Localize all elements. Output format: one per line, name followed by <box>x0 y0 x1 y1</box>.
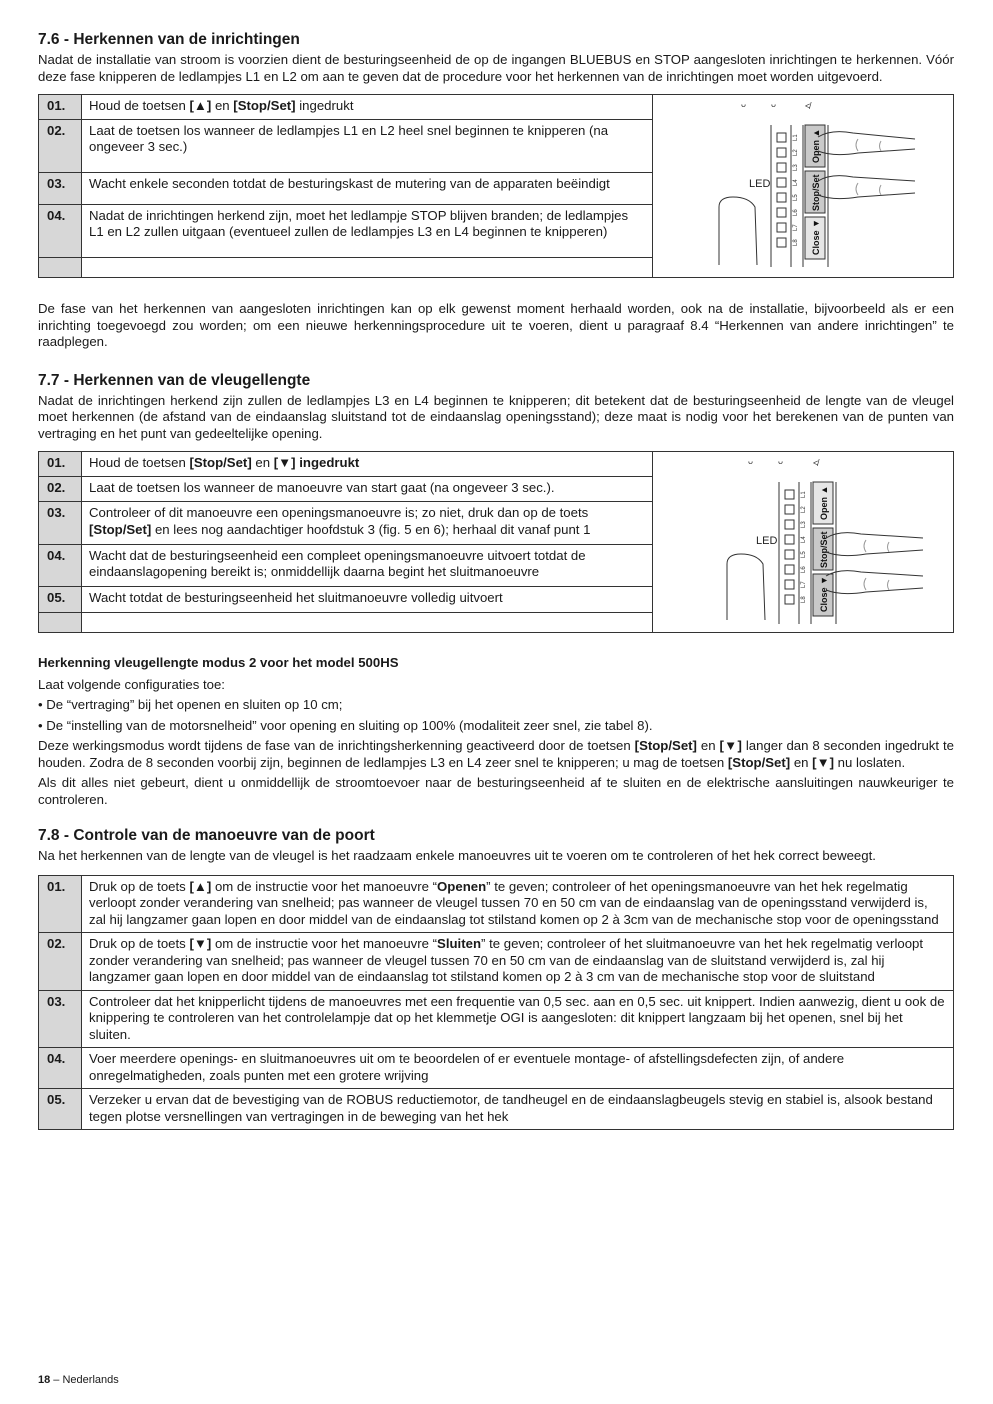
svg-text:≮: ≮ <box>813 458 819 468</box>
step-number: 01. <box>39 452 82 477</box>
step-text: Wacht dat de besturingseenheid een compleet openingsmanoeuvre uitvoert totdat de eindaanslagopening bereikt is; onmiddellijk daarna begint het sluitmanoeuvre <box>82 544 653 587</box>
step-number: 02. <box>39 933 82 991</box>
step-number: 03. <box>39 172 82 204</box>
led-label-l7: L7 <box>793 224 799 231</box>
control-panel-figure <box>653 95 954 278</box>
step-filler <box>39 258 82 278</box>
mode-2-title: Herkenning vleugellengte modus 2 voor het model 500HS <box>38 655 399 670</box>
control-panel-diagram <box>653 95 967 277</box>
step-number: 05. <box>39 1089 82 1130</box>
led-label-l5: L5 <box>793 194 799 201</box>
step-text: Controleer of dit manoeuvre een openingsmanoeuvre is; zo niet, druk dan op de toets [Stop/Set] en lees nog aandachtiger hoofdstuk 3 (fig. 5 en 6); herhaal dit vanaf punt 1 <box>82 502 653 545</box>
step-number: 02. <box>39 119 82 172</box>
step-number: 05. <box>39 587 82 613</box>
open-button-label: Open ▲ <box>819 485 829 520</box>
led-label-l6: L6 <box>793 209 799 216</box>
step-text: Druk op de toets [▲] om de instructie voor het manoeuvre “Openen” te geven; controleer of het openingsmanoeuvre van het hek regelmatig verloopt zonder verandering van snelheid; pas wanneer de vleugel tussen 70 en 50 cm van de eindaanslag van de openingsstand verwijderd is, zal hij langzamer gaan lopen en door middel van de eindaanslag tot stilstand komen op 2 à 3cm van de mechanische stop voor de openingsstand <box>82 875 954 933</box>
mode-2-bullet: • De “vertraging” bij het openen en sluiten op 10 cm; <box>38 697 343 712</box>
stopset-button-label: Stop/Set <box>819 531 829 568</box>
step-text: Verzeker u ervan dat de bevestiging van de ROBUS reductiemotor, de tandheugel en de eindaanslagbeugels stevig en stabiel is, alsook bestand tegen plotse versnellingen van vertragingen in de beweging van het hek <box>82 1089 954 1130</box>
step-number: 03. <box>39 990 82 1048</box>
section-7-8-title: 7.8 - Controle van de manoeuvre van de poort <box>38 827 375 844</box>
stopset-button-label: Stop/Set <box>811 174 821 211</box>
step-number: 04. <box>39 204 82 257</box>
led-label-l4: L4 <box>793 179 799 186</box>
page-number: 18 <box>38 1374 51 1386</box>
step-number: 01. <box>39 95 82 120</box>
led-label-l3: L3 <box>793 164 799 171</box>
section-7-8-intro: Na het herkennen van de lengte van de vleugel is het raadzaam enkele manoeuvres uit te voeren om te controleren of het hek correct beweegt. <box>38 848 876 863</box>
step-number: 02. <box>39 476 82 502</box>
step-number: 01. <box>39 875 82 933</box>
page-footer: 18 – Nederlands <box>38 1374 119 1386</box>
step-text: Voer meerdere openings- en sluitmanoeuvres uit om te beoordelen of er eventuele montage- of afstellingsdefecten zijn, of andere onregelmatigheden, zoals punten met een grotere wrijving <box>82 1048 954 1089</box>
led-label-l6: L6 <box>801 566 807 573</box>
mode-2-warning: Als dit alles niet gebeurt, dient u onmiddellijk de stroomtoevoer naar de besturingseenheid af te sluiten en de elektrische aansluitingen nauwkeuriger te controleren. <box>38 775 954 807</box>
led-label-l2: L2 <box>793 149 799 156</box>
step-filler <box>39 613 82 633</box>
led-label-l7: L7 <box>801 581 807 588</box>
mode-2-block <box>38 655 954 808</box>
mode-2-intro: Laat volgende configuraties toe: <box>38 676 225 692</box>
step-text: Druk op de toets [▼] om de instructie voor het manoeuvre “Sluiten” te geven; controleer of het sluitmanoeuvre van het hek regelmatig verloopt zonder verandering van snelheid; pas wanneer de vleugel tussen 70 en 50 cm van de eindaanslag van de sluitstand verwijderd is, zal hij langzamer gaan lopen en door middel van de eindaanslag tot stilstand komen op 2 à 3 cm van de mechanische stop voor de sluitstand <box>82 933 954 991</box>
mode-2-bullet: • De “instelling van de motorsnelheid” voor opening en sluiting op 100% (modaliteit zeer snel, zie tabel 8). <box>38 717 653 733</box>
svg-text:ᴗ: ᴗ <box>748 456 754 466</box>
step-text: Wacht enkele seconden totdat de besturingskast de mutering van de apparaten beëindigt <box>82 172 653 204</box>
step-filler <box>82 258 653 278</box>
step-text: Nadat de inrichtingen herkend zijn, moet het ledlampje STOP blijven branden; de ledlampjes L1 en L2 zullen uitgaan (eventueel zullen de ledlampjes L3 en L4 beginnen te knipperen) <box>82 204 653 257</box>
section-7-6-title: 7.6 - Herkennen van de inrichtingen <box>38 31 300 48</box>
section-7-6-after: De fase van het herkennen van aangesloten inrichtingen kan op elk gewenst moment herhaald worden, ook na de installatie, bijvoorbeeld als er een inrichting toegevoegd zou worden; om een nieuwe herkenningsprocedure uit te voeren, dient u paragraaf 8.4 “Herkennen van andere inrichtingen” te raadplegen. <box>38 301 954 349</box>
close-button-label: Close ▼ <box>819 576 829 612</box>
step-text: Laat de toetsen los wanneer de manoeuvre van start gaat (na ongeveer 3 sec.). <box>82 476 653 502</box>
led-label: LED <box>756 535 778 547</box>
led-label-l1: L1 <box>793 134 799 141</box>
led-label-l8: L8 <box>793 239 799 246</box>
steps-table-7-8 <box>38 875 954 1131</box>
svg-text:ᴗ: ᴗ <box>771 99 777 109</box>
step-text: Houd de toetsen [▲] en [Stop/Set] ingedrukt <box>82 95 653 120</box>
section-7-7-intro: Nadat de inrichtingen herkend zijn zullen de ledlampjes L3 en L4 beginnen te knipperen; dit betekent dat de besturingseenheid de lengte van de vleugel moet herkennen (de afstand van de eindaanslag sluitstand tot de eindaanslag openingsstand); deze maat is nodig voor het berekenen van de punten van vertraging en het punt van gedeeltelijke opening. <box>38 392 954 441</box>
svg-text:ᴗ: ᴗ <box>778 456 784 466</box>
step-text: Laat de toetsen los wanneer de ledlampjes L1 en L2 heel snel beginnen te knipperen (na ongeveer 3 sec.) <box>82 119 653 172</box>
step-text: Controleer dat het knipperlicht tijdens de manoeuvres met een frequentie van 0,5 sec. aan en 0,5 sec. uit knippert. Indien aanwezig, dient u ook de knippering te controleren van het controlelampje dat op het klemmetje OGI is aangesloten: dit knippert langzaam bij het openen, snel bij het sluiten. <box>82 990 954 1048</box>
svg-text:ᴗ: ᴗ <box>741 99 747 109</box>
close-button-label: Close ▼ <box>811 219 821 255</box>
control-panel-diagram <box>653 452 967 632</box>
step-number: 04. <box>39 1048 82 1089</box>
led-label-l4: L4 <box>801 536 807 543</box>
mode-2-paragraph: Deze werkingsmodus wordt tijdens de fase van de inrichtingsherkenning geactiveerd door de toetsen [Stop/Set] en [▼] langer dan 8 seconden ingedrukt te houden. Zodra de 8 seconden voorbij zijn, beginnen de ledlampjes L3 en L4 zeer snel te knipperen; u mag de toetsen [Stop/Set] en [▼] nu loslaten. <box>38 738 955 770</box>
open-button-label: Open ▲ <box>811 128 821 163</box>
led-label-l8: L8 <box>801 596 807 603</box>
page-content <box>38 30 954 1130</box>
step-number: 04. <box>39 544 82 587</box>
section-7-6-intro: Nadat de installatie van stroom is voorzien dient de besturingseenheid de op de ingangen BLUEBUS en STOP aangesloten inrichtingen te herkennen. Vóór deze fase knipperen de ledlampjes L1 en L2 om aan te geven dat de procedure voor het herkennen van de inrichtingen moet worden uitgevoerd. <box>38 52 954 84</box>
step-number: 03. <box>39 502 82 545</box>
step-filler <box>82 613 653 633</box>
led-label-l2: L2 <box>801 506 807 513</box>
control-panel-figure <box>653 452 954 633</box>
led-label: LED <box>749 178 771 190</box>
steps-table-7-6 <box>38 94 954 278</box>
led-label-l1: L1 <box>801 491 807 498</box>
step-text: Wacht totdat de besturingseenheid het sluitmanoeuvre volledig uitvoert <box>82 587 653 613</box>
section-7-7-title: 7.7 - Herkennen van de vleugellengte <box>38 371 311 389</box>
led-label-l5: L5 <box>801 551 807 558</box>
svg-text:≮: ≮ <box>805 101 811 111</box>
steps-table-7-7 <box>38 451 954 633</box>
footer-language: Nederlands <box>62 1374 119 1386</box>
led-label-l3: L3 <box>801 521 807 528</box>
step-text: Houd de toetsen [Stop/Set] en [▼] ingedrukt <box>82 452 653 477</box>
